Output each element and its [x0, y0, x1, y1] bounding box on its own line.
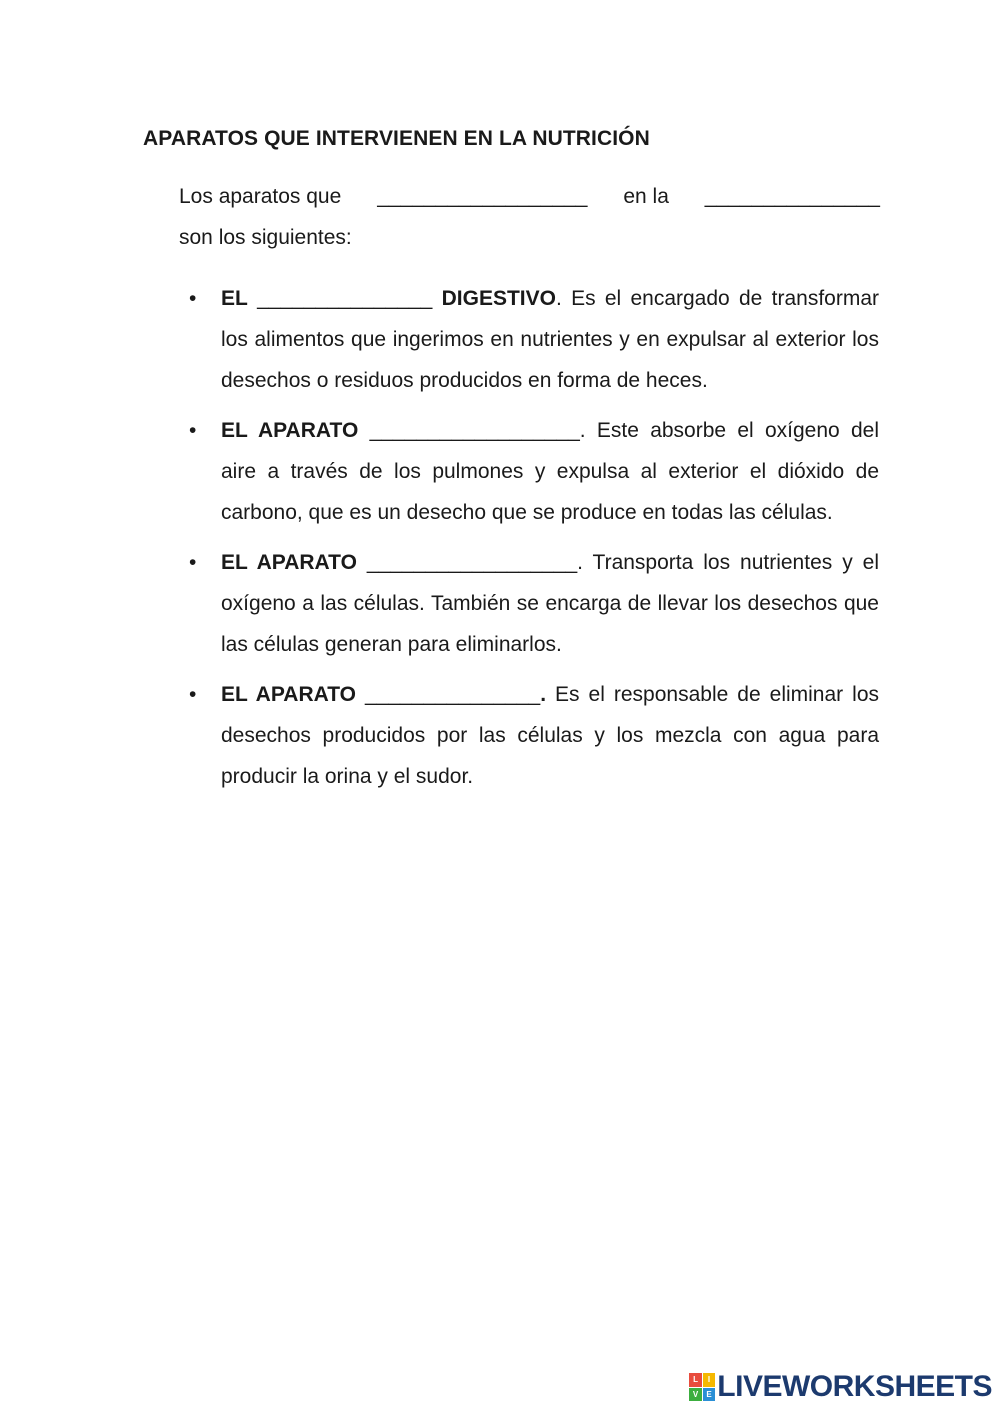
logo-text: LIVEWORKSHEETS — [717, 1370, 992, 1403]
item-text: . Es el encargado de transformar los alimentos que ingerimos en nutrientes y en expulsar al exterior los desechos o residuos producidos en forma de heces. — [221, 287, 879, 392]
item-lead: EL APARATO — [221, 419, 359, 442]
intro-line-1 — [179, 176, 880, 217]
bullet-icon: • — [189, 551, 197, 574]
bullet-icon: • — [189, 419, 197, 442]
item-text: Es el responsable de eliminar los desechos producidos por las células y los mezcla con agua para producir la orina y el sudor. — [221, 683, 879, 788]
list-item-respiratory — [189, 410, 879, 533]
liveworksheets-logo — [689, 1369, 992, 1405]
item-text: . Transporta los nutrientes y el oxígeno a las células. También se encarga de llevar los desechos que las células generan para eliminarlos. — [221, 551, 879, 656]
item-blank[interactable]: __________________ — [366, 551, 578, 574]
list-item-digestive — [189, 278, 879, 401]
item-lead: EL — [221, 287, 248, 310]
logo-letter: E — [703, 1388, 716, 1402]
logo-letter: I — [703, 1373, 716, 1387]
intro-line-2: son los siguientes: — [179, 226, 352, 249]
item-blank[interactable]: _______________ — [257, 287, 433, 310]
logo-letter: L — [689, 1373, 702, 1387]
intro-blank-2[interactable]: _______________ — [704, 185, 880, 208]
item-lead: EL APARATO — [221, 551, 357, 574]
bullet-icon: • — [189, 287, 197, 310]
intro-text-2: en la — [623, 185, 669, 208]
organ-systems-list — [0, 278, 1000, 806]
intro-blank-1[interactable]: __________________ — [377, 185, 588, 208]
page-title: APARATOS QUE INTERVIENEN EN LA NUTRICIÓN — [143, 127, 650, 150]
item-blank[interactable]: _______________ — [365, 683, 541, 706]
intro-paragraph — [179, 176, 880, 258]
logo-mark-icon — [689, 1373, 715, 1401]
item-text: . Este absorbe el oxígeno del aire a través de los pulmones y expulsa al exterior el dióxido de carbono, que es un desecho que se produce en todas las células. — [221, 419, 879, 524]
item-blank[interactable]: __________________ — [369, 419, 580, 442]
item-bold-dot: . — [540, 683, 547, 706]
bullet-icon: • — [189, 683, 197, 706]
list-item-circulatory — [189, 542, 879, 665]
list-item-excretory — [189, 674, 879, 797]
item-bold-term: DIGESTIVO — [441, 287, 556, 310]
logo-letter: V — [689, 1388, 702, 1402]
item-lead: EL APARATO — [221, 683, 357, 706]
intro-text-1: Los aparatos que — [179, 185, 342, 208]
